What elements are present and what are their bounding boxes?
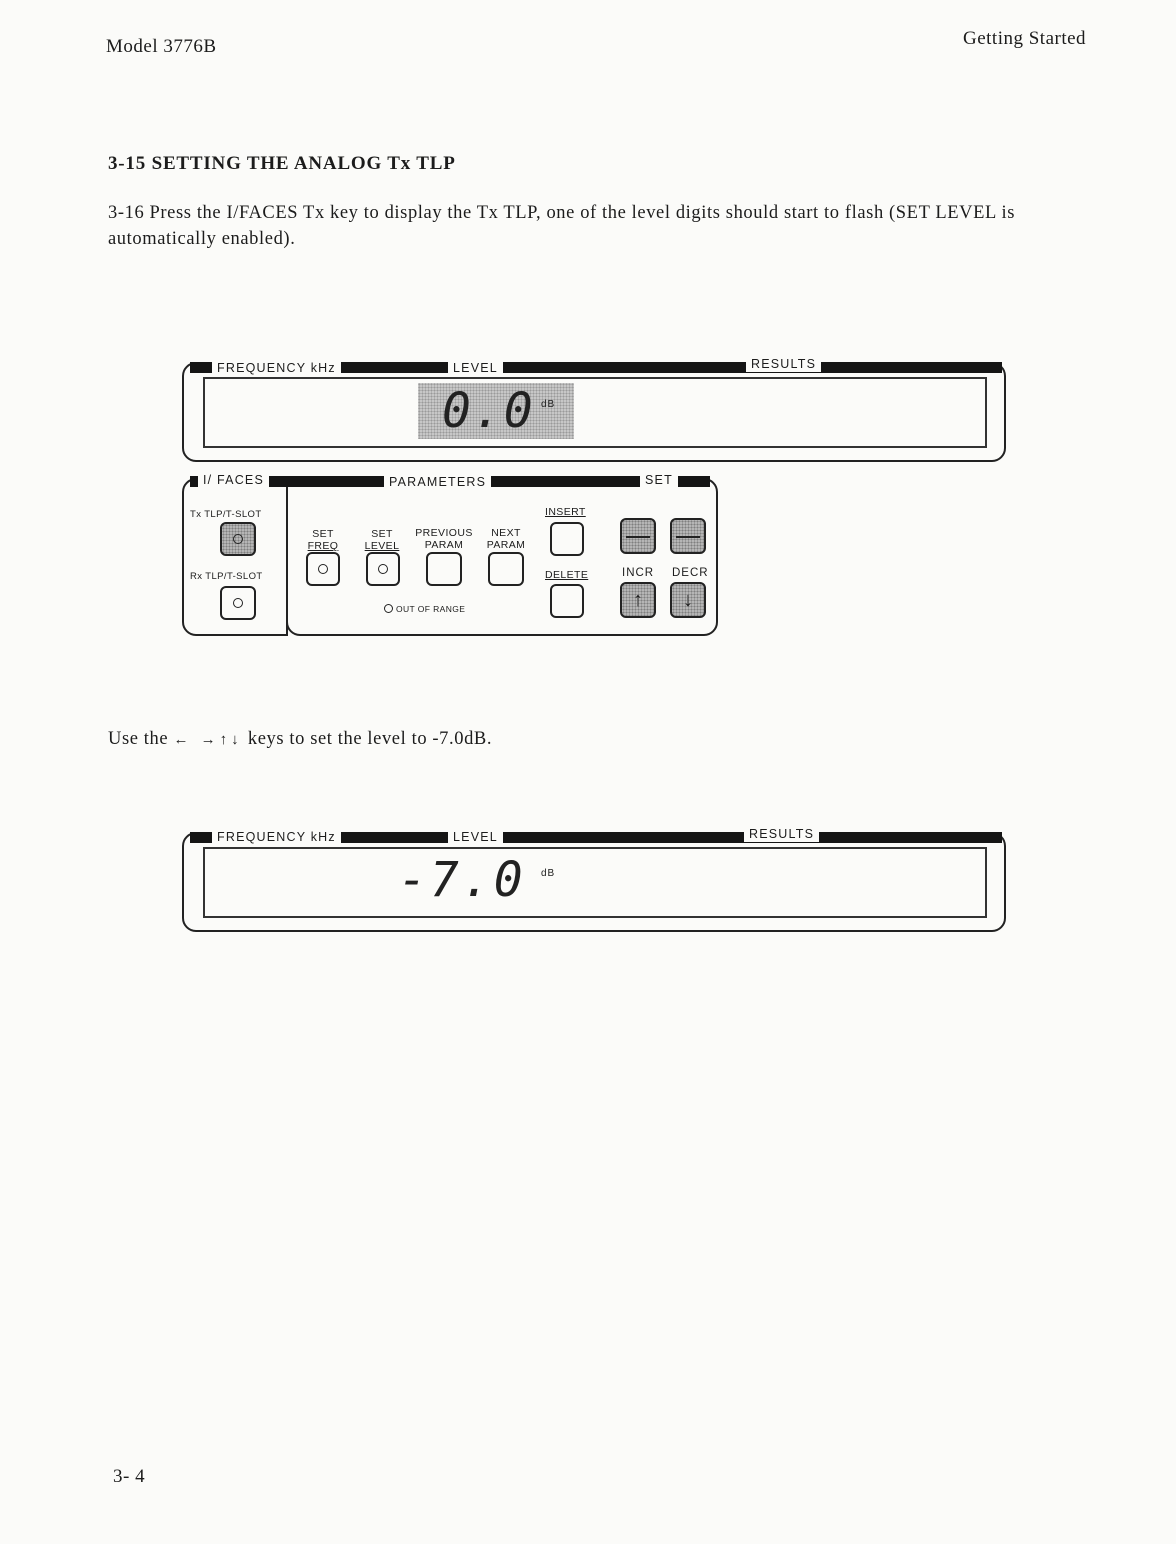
level-readout: 0.0 [442,383,535,439]
down-arrow-icon: ↓ [683,589,693,611]
display-window [203,377,987,448]
level-readout-2: -7.0 [398,852,526,908]
previous-param-key[interactable] [426,552,462,586]
level-unit: dB [541,399,556,410]
rx-led-icon [233,598,243,608]
tx-tlp-key-label: Tx TLP/T-SLOT [190,509,262,520]
set-level-label: SET LEVEL [364,528,400,552]
paragraph-3-16: 3-16 Press the I/FACES Tx key to display the Tx TLP, one of the level digits should start to flash (SET LEVEL is automatically enabled). [108,203,1015,249]
left-arrow-key[interactable] [620,518,656,554]
set-freq-led-icon [318,564,328,574]
parameters-label: PARAMETERS [384,474,491,490]
out-of-range-label: OUT OF RANGE [396,604,466,614]
next-param-key[interactable] [488,552,524,586]
results-label: RESULTS [746,356,821,372]
frequency-label: FREQUENCY kHz [212,360,341,376]
up-arrow-icon: ↑ [633,589,643,611]
incr-label: INCR [622,567,655,579]
previous-param-label: PREVIOUS PARAM [415,527,473,551]
level-label: LEVEL [448,360,503,376]
decr-label: DECR [672,567,709,579]
set-level-key[interactable] [366,552,400,586]
document-model-header: Model 3776B [106,36,217,57]
ifaces-label: I/ FACES [198,472,269,488]
insert-label: INSERT [545,506,586,518]
display-window-2 [203,847,987,918]
right-arrow-icon [676,536,700,538]
document-section-header: Getting Started [963,28,1087,49]
decr-key[interactable] [670,582,706,618]
incr-key[interactable] [620,582,656,618]
rx-tlp-key[interactable] [220,586,256,620]
insert-key[interactable] [550,522,584,556]
frequency-label-2: FREQUENCY kHz [212,829,341,845]
level-label-2: LEVEL [448,829,503,845]
rx-tlp-key-label: Rx TLP/T-SLOT [190,571,263,582]
instruction-line: Use the ← →↑↓ keys to set the level to -7.0dB. [108,729,493,749]
set-freq-key[interactable] [306,552,340,586]
set-freq-label: SET FREQ [307,528,339,552]
out-of-range-led-icon [384,604,393,613]
set-label: SET [640,472,678,488]
delete-label: DELETE [545,569,589,581]
level-unit-2: dB [541,868,556,879]
tx-tlp-key[interactable] [220,522,256,556]
left-arrow-icon [626,536,650,538]
delete-key[interactable] [550,584,584,618]
right-arrow-key[interactable] [670,518,706,554]
next-param-label: NEXT PARAM [486,527,526,551]
section-title: 3-15 SETTING THE ANALOG Tx TLP [108,153,456,174]
results-label-2: RESULTS [744,826,819,842]
page-number: 3- 4 [113,1466,146,1487]
set-level-led-icon [378,564,388,574]
tx-led-icon [233,534,243,544]
